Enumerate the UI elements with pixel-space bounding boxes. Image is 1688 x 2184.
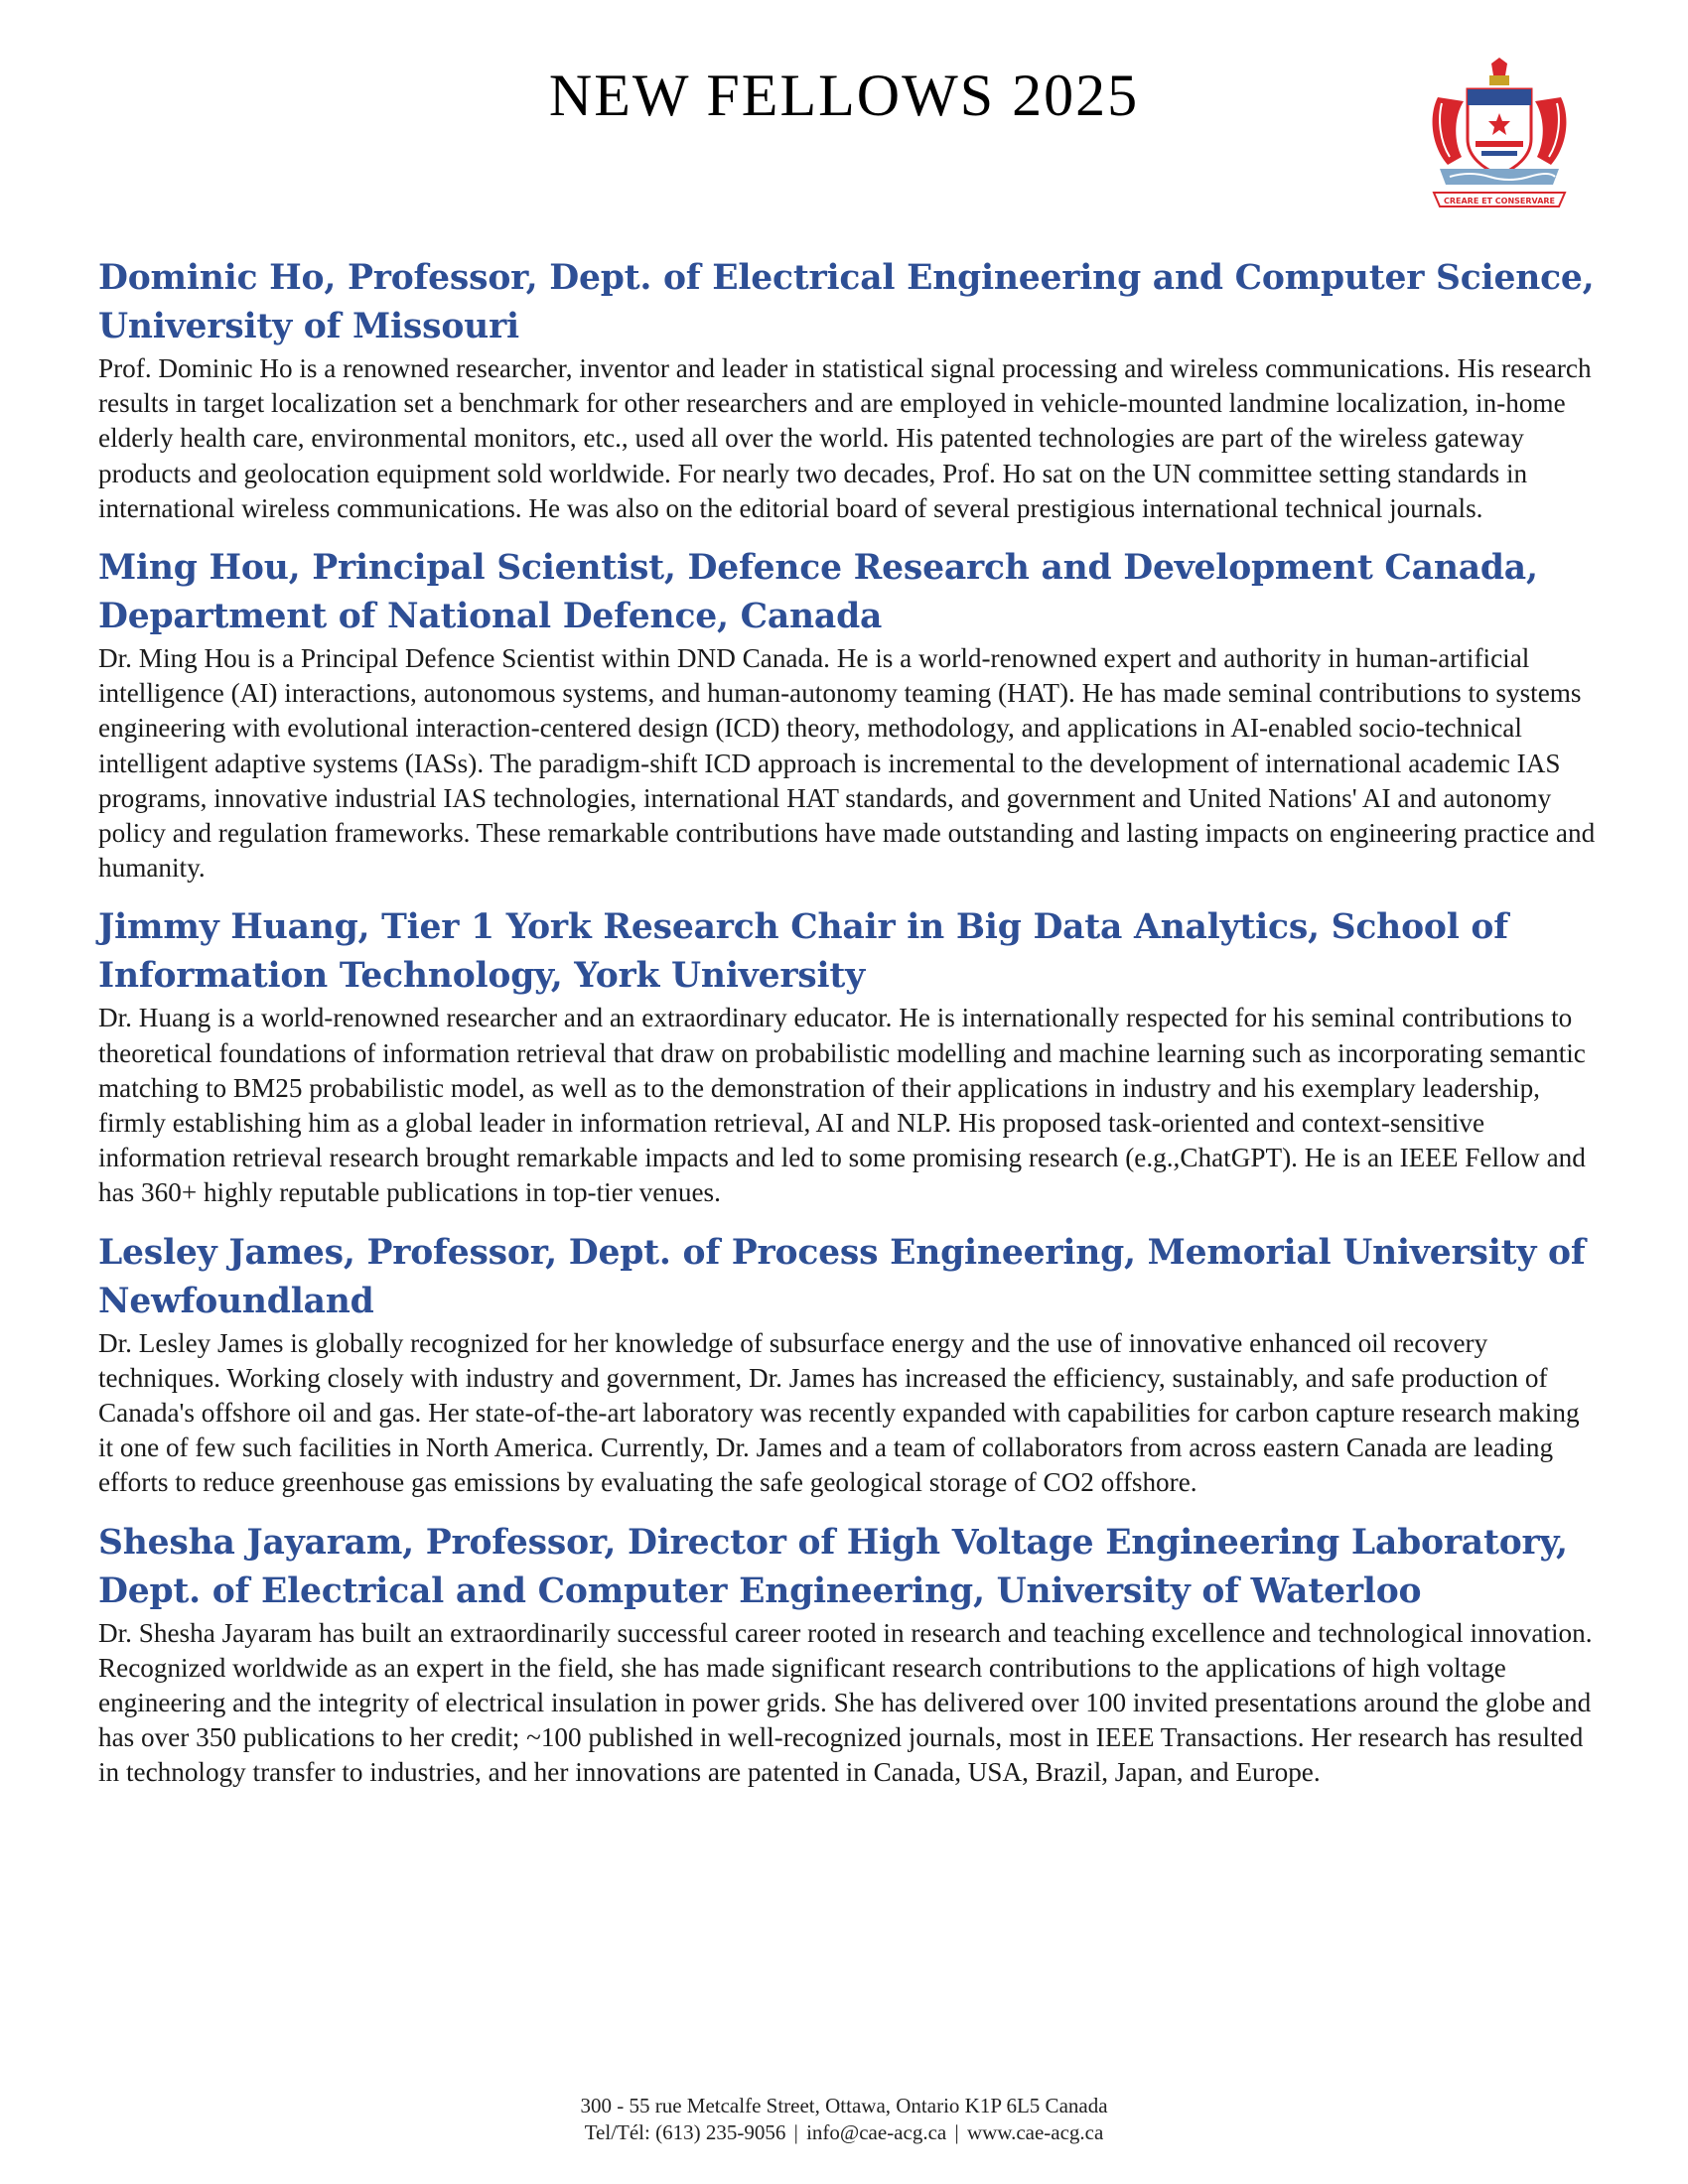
page-title: NEW FELLOWS 2025 — [548, 63, 1140, 128]
fellow-entry — [98, 1519, 1598, 1791]
fellow-description: Dr. Lesley James is globally recognized for her knowledge of subsurface energy and the use of innovative enhanced oil recovery techniques. Working closely with industry and government, Dr. James has increased the efficiency, sustainably, and safe production of Canada's offshore oil and gas. Her state-of-the-art laboratory was recently expanded with capabilities for carbon capture research making it one of few such facilities in North America. Currently, Dr. James and a team of collaborators from across eastern Canada are leading efforts to reduce greenhouse gas emissions by evaluating the safe geological storage of CO2 offshore. — [98, 1327, 1580, 1498]
footer-email-link[interactable]: info@cae-acg.ca — [806, 2120, 947, 2144]
fellow-description: Dr. Huang is a world-renowned researcher and an extraordinary educator. He is internationally respected for his seminal contributions to theoretical foundations of information retrieval that draw on probabilistic modelling and machine learning such as incorporating semantic matching to BM25 probabilistic model, as well as to the demonstration of their applications in industry and his exemplary leadership, firmly establishing him as a global leader in information retrieval, AI and NLP. His proposed task-oriented and context-sensitive information retrieval research brought remarkable impacts and led to some promising research (e.g.,ChatGPT). He is an IEEE Fellow and has 360+ highly reputable publications in top-tier venues. — [98, 1003, 1586, 1208]
crest-logo — [1420, 58, 1579, 216]
fellow-description: Prof. Dominic Ho is a renowned researcher, inventor and leader in statistical signal processing and wireless communications. His research results in target localization set a benchmark for other researchers and are employed in vehicle-mounted landmine localization, in-home elderly health care, environmental monitors, etc., used all over the world. His patented technologies are part of the wireless gateway products and geolocation equipment sold worldwide. For nearly two decades, Prof. Ho sat on the UN committee setting standards in international wireless communications. He was also on the editorial board of several prestigious international technical journals. — [98, 353, 1592, 523]
footer-website-link[interactable]: www.cae-acg.ca — [966, 2120, 1104, 2144]
fellow-entry — [98, 254, 1598, 526]
fellow-heading: Dominic Ho, Professor, Dept. of Electrical Engineering and Computer Science, University of Missouri — [98, 258, 1595, 346]
crest-motto: CREARE ET CONSERVARE — [1443, 197, 1556, 205]
fellows-list — [98, 254, 1598, 1809]
fellow-heading: Shesha Jayaram, Professor, Director of High Voltage Engineering Laboratory, Dept. of Electrical and Computer Engineering, University of Waterloo — [98, 1522, 1568, 1611]
fellow-heading: Lesley James, Professor, Dept. of Process Engineering, Memorial University of Newfoundland — [98, 1232, 1586, 1321]
footer-contact — [298, 2119, 1390, 2146]
fellow-description: Dr. Shesha Jayaram has built an extraordinarily successful career rooted in research and teaching excellence and technological innovation. Recognized worldwide as an expert in the field, she has made significant research contributions to the applications of high voltage engineering and the integrity of electrical insulation in power grids. She has delivered over 100 invited presentations around the globe and has over 350 publications to her credit; ~100 published in well-recognized journals, most in IEEE Transactions. Her research has resulted in technology transfer to industries, and her innovations are patented in Canada, USA, Brazil, Japan, and Europe. — [98, 1617, 1593, 1788]
fellow-description: Dr. Ming Hou is a Principal Defence Scientist within DND Canada. He is a world-renowned expert and authority in human-artificial intelligence (AI) interactions, autonomous systems, and human-autonomy teaming (HAT). He has made seminal contributions to systems engineering with evolutional interaction-centered design (ICD) theory, methodology, and applications in AI-enabled socio-technical intelligent adaptive systems (IASs). The paradigm-shift ICD approach is incremental to the development of international academic IAS programs, innovative industrial IAS technologies, international HAT standards, and government and United Nations' AI and autonomy policy and regulation frameworks. These remarkable contributions have made outstanding and lasting impacts on engineering practice and humanity. — [98, 643, 1596, 884]
footer-address: 300 - 55 rue Metcalfe Street, Ottawa, Ontario K1P 6L5 Canada — [580, 2094, 1108, 2117]
fellow-heading: Ming Hou, Principal Scientist, Defence Research and Development Canada, Department of National Defence, Canada — [98, 548, 1538, 637]
page-footer — [298, 2093, 1390, 2146]
fellow-heading: Jimmy Huang, Tier 1 York Research Chair in Big Data Analytics, School of Information Technology, York University — [98, 907, 1508, 997]
footer-separator: | — [793, 2120, 798, 2144]
footer-separator: | — [954, 2120, 959, 2144]
fellow-entry — [98, 903, 1598, 1210]
fellow-entry — [98, 1229, 1598, 1501]
fellow-entry — [98, 544, 1598, 886]
footer-phone: Tel/Tél: (613) 235-9056 — [584, 2120, 786, 2144]
